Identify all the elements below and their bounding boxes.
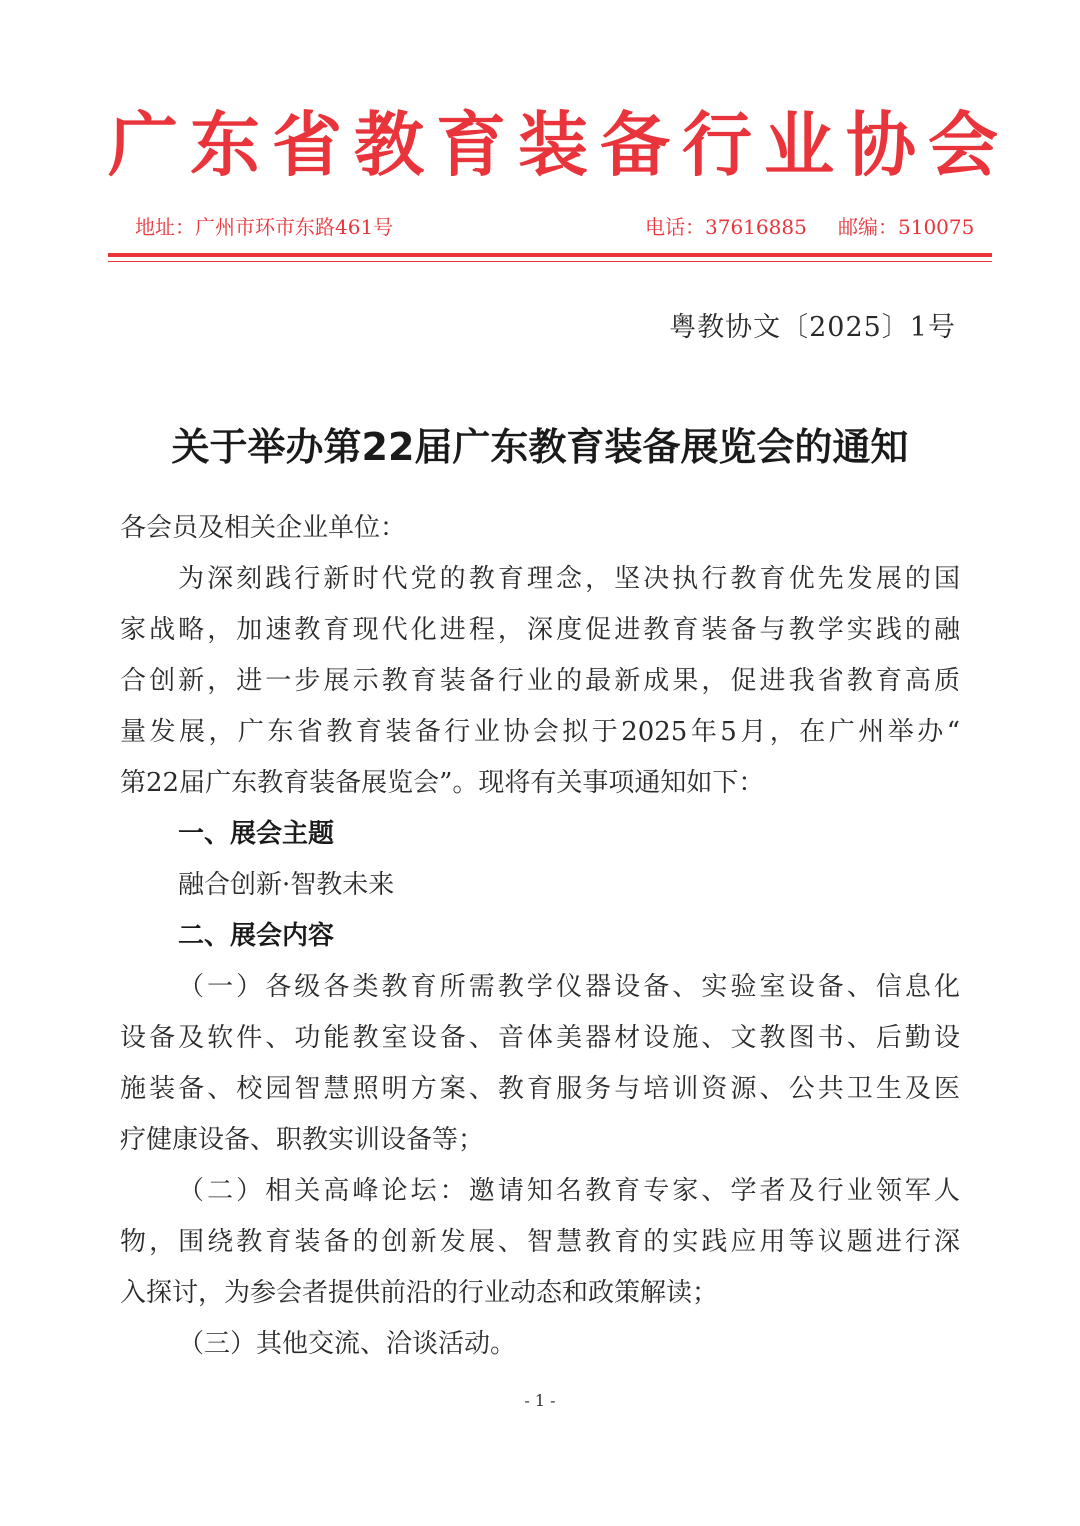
organization-name: 广东省教育装备行业协会 [108, 103, 1010, 186]
intro-line: 为深刻践行新时代党的教育理念，坚决执行教育优先发展的国 [178, 564, 960, 594]
letterhead-divider-thick [108, 253, 992, 257]
content-item-line: 设备及软件、功能教室设备、音体美器材设施、文教图书、后勤设 [120, 1023, 960, 1053]
content-item-line: （二）相关高峰论坛：邀请知名教育专家、学者及行业领军人 [178, 1176, 960, 1206]
content-item-line: 入探讨，为参会者提供前沿的行业动态和政策解读； [120, 1278, 719, 1308]
letterhead-postal-code: 邮编：510075 [838, 215, 975, 239]
document-body [120, 503, 960, 1370]
document-title: 关于举办第22届广东教育装备展览会的通知 [171, 425, 909, 469]
intro-line: 家战略，加速教育现代化进程，深度促进教育装备与教学实践的融 [120, 615, 960, 645]
section-heading-content: 二、展会内容 [178, 921, 335, 951]
page-number: - 1 - [524, 1391, 556, 1410]
document-number: 粤教协文〔2025〕1号 [669, 312, 956, 343]
content-item-line: 物，围绕教育装备的创新发展、智慧教育的实践应用等议题进行深 [120, 1227, 960, 1257]
letterhead-divider-thin [108, 261, 992, 262]
content-item-line: （一）各级各类教育所需教学仪器设备、实验室设备、信息化 [178, 972, 960, 1002]
content-item-line: （三）其他交流、洽谈活动。 [178, 1329, 517, 1359]
exhibition-theme: 融合创新·智教未来 [178, 870, 395, 900]
letterhead-address: 地址：广州市环市东路461号 [135, 215, 394, 239]
content-item-line: 施装备、校园智慧照明方案、教育服务与培训资源、公共卫生及医 [120, 1074, 960, 1104]
intro-line: 第22届广东教育装备展览会”。现将有关事项通知如下： [120, 768, 765, 798]
letterhead-phone: 电话：37616885 [645, 215, 807, 239]
intro-line: 合创新，进一步展示教育装备行业的最新成果，促进我省教育高质 [120, 666, 960, 696]
content-item-line: 疗健康设备、职教实训设备等； [120, 1125, 485, 1155]
intro-line: 量发展，广东省教育装备行业协会拟于2025年5月，在广州举办“ [120, 717, 960, 747]
section-heading-theme: 一、展会主题 [178, 819, 335, 849]
salutation: 各会员及相关企业单位： [120, 513, 407, 543]
